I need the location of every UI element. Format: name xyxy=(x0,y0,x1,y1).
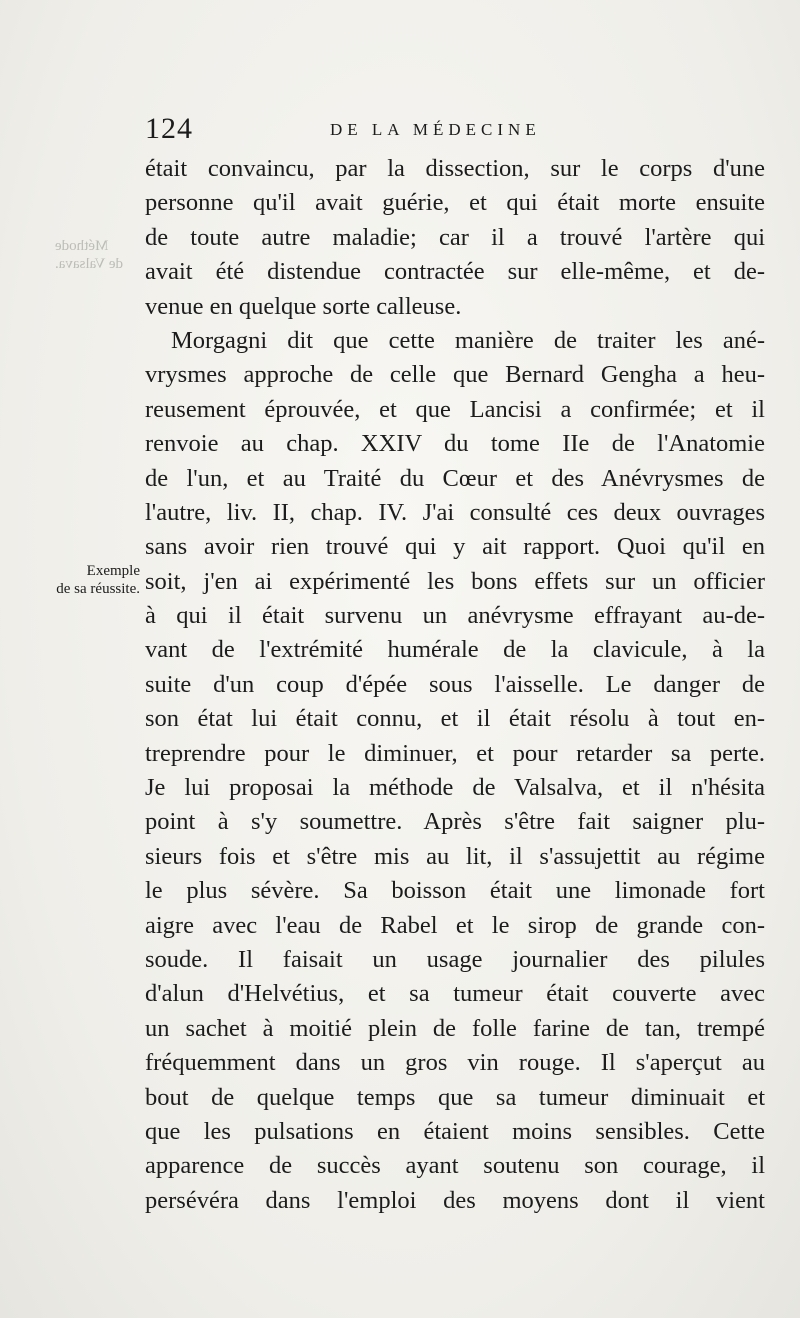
text-line: Morgagni dit que cette manière de traiter les ané- xyxy=(171,326,765,354)
text-line: reusement éprouvée, et que Lancisi a confirmée; et il xyxy=(145,395,765,423)
text-line: persévéra dans l'emploi des moyens dont il vient xyxy=(145,1186,765,1214)
page-header xyxy=(145,112,765,148)
body-text xyxy=(145,152,765,1218)
text-line: de toute autre maladie; car il a trouvé l'artère qui xyxy=(145,223,765,251)
text-line: vrysmes approche de celle que Bernard Gengha a heu- xyxy=(145,361,765,389)
text-line: sans avoir rien trouvé qui y ait rapport. Quoi qu'il en xyxy=(145,533,765,561)
text-line: apparence de succès ayant soutenu son courage, il xyxy=(145,1152,765,1180)
text-line: renvoie au chap. XXIV du tome IIe de l'Anatomie xyxy=(145,430,765,458)
text-line: vant de l'extrémité humérale de la clavicule, à la xyxy=(145,636,765,664)
page-number: 124 xyxy=(145,112,193,145)
text-line: venue en quelque sorte calleuse. xyxy=(145,292,462,320)
text-line: l'autre, liv. II, chap. IV. J'ai consulté ces deux ouvrages xyxy=(145,498,765,526)
margin-note-line: Exemple xyxy=(86,563,140,579)
text-line: bout de quelque temps que sa tumeur diminuait et xyxy=(145,1083,765,1111)
text-line: d'alun d'Helvétius, et sa tumeur était couverte avec xyxy=(145,980,765,1008)
text-line: suite d'un coup d'épée sous l'aisselle. Le danger de xyxy=(145,670,765,698)
margin-note-line: de sa réussite. xyxy=(56,581,140,597)
text-line: le plus sévère. Sa boisson était une limonade fort xyxy=(145,877,765,905)
text-line: à qui il était survenu un anévrysme effrayant au-de- xyxy=(145,602,765,630)
text-line: avait été distendue contractée sur elle-même, et de- xyxy=(145,258,765,286)
text-line: soit, j'en ai expérimenté les bons effets sur un officier xyxy=(145,567,765,595)
text-line: son état lui était connu, et il était résolu à tout en- xyxy=(145,705,765,733)
bleed-through-margin-note: Méthode de Valsava. xyxy=(55,238,124,272)
text-line: aigre avec l'eau de Rabel et le sirop de grande con- xyxy=(145,911,765,939)
text-line: Je lui proposai la méthode de Valsalva, et il n'hésita xyxy=(145,774,765,802)
running-head: DE LA MÉDECINE xyxy=(330,120,541,139)
text-line: était convaincu, par la dissection, sur le corps d'une xyxy=(145,155,765,182)
text-line: fréquemment dans un gros vin rouge. Il s'aperçut au xyxy=(145,1049,765,1077)
text-line: que les pulsations en étaient moins sensibles. Cette xyxy=(145,1117,765,1145)
margin-note xyxy=(40,562,140,598)
text-line: sieurs fois et s'être mis au lit, il s'assujettit au régime xyxy=(145,842,765,870)
text-line: de l'un, et au Traité du Cœur et des Anévrysmes de xyxy=(145,464,765,492)
text-line: personne qu'il avait guérie, et qui était morte ensuite xyxy=(145,189,765,217)
text-line: soude. Il faisait un usage journalier des pilules xyxy=(145,945,765,973)
text-line: treprendre pour le diminuer, et pour retarder sa perte. xyxy=(145,739,765,767)
text-line: point à s'y soumettre. Après s'être fait saigner plu- xyxy=(145,808,765,836)
text-line: un sachet à moitié plein de folle farine de tan, trempé xyxy=(145,1014,765,1042)
